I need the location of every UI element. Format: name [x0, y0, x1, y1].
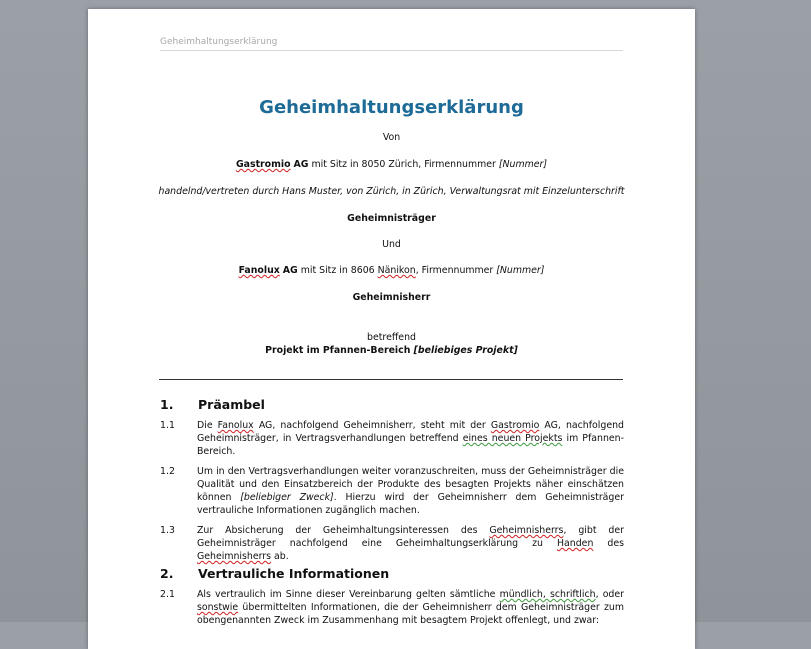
text-run: . Hierzu wird der Geheimnisherr dem Geheimnisträger vertrauliche Informationen zugänglich machen.	[197, 492, 624, 516]
role2-label: Geheimnisherr	[352, 292, 431, 303]
paragraph-text	[197, 588, 624, 627]
text-run: Fanolux	[217, 420, 254, 431]
text-run: des	[607, 538, 624, 549]
section-heading-2	[160, 566, 389, 581]
paragraph-2-1	[160, 588, 624, 627]
paragraph-number: 1.3	[160, 525, 175, 536]
role1-label: Geheimnisträger	[347, 213, 436, 224]
text-run: Geheimnisherrs	[197, 551, 272, 562]
und-label: Und	[382, 239, 401, 250]
document-title: Geheimhaltungserklärung	[259, 97, 524, 118]
project-name: Projekt im Pfannen-Bereich	[265, 345, 411, 356]
party2-number: [Nummer]	[496, 265, 545, 276]
text-run: [beliebiger Zweck]	[240, 492, 334, 503]
page-header: Geheimhaltungserklärung	[160, 37, 623, 51]
paragraph-text	[197, 465, 624, 517]
party1-number: [Nummer]	[498, 159, 548, 170]
paragraph-number: 1.1	[160, 420, 175, 431]
text-run: Geheimnisherrs	[489, 525, 564, 536]
text-run: , gibt der Geheimnisträger nachfolgend eine Geheimhaltungserklärung zu	[197, 525, 624, 549]
text-run: eines neuen Projekts	[462, 433, 563, 444]
paragraph-number: 2.1	[160, 589, 175, 600]
project-line	[148, 345, 635, 356]
document-page	[88, 9, 695, 649]
text-run: Zur Absicherung der Geheimhaltungsinteressen des	[197, 525, 478, 536]
text-run: ab.	[274, 551, 289, 562]
betreffend-label: betreffend	[367, 332, 416, 343]
section-number: 1.	[160, 397, 174, 412]
text-run: mündlich, schriftlich	[499, 589, 596, 600]
paragraph-1-1	[160, 419, 624, 458]
party2-details-a: mit Sitz in 8606	[300, 265, 375, 276]
represented-line: handelnd/vertreten durch Hans Muster, von Zürich, in Zürich, Verwaltungsrat mit Einzelunterschrift	[158, 186, 625, 197]
party2-line	[148, 265, 635, 276]
text-run: Gastromio	[490, 420, 540, 431]
party2-town: Nänikon	[377, 265, 416, 276]
text-run: Die	[197, 420, 213, 431]
text-run: sonstwie	[197, 602, 239, 613]
divider-line	[159, 379, 623, 380]
text-run: AG, nachfolgend Geheimnisträger, in Vertragsverhandlungen betreffend	[197, 420, 624, 444]
paragraph-1-3	[160, 524, 624, 563]
text-run: im Pfannen-Bereich.	[197, 433, 624, 457]
von-label: Von	[382, 132, 401, 143]
party2-details-b: , Firmennummer	[415, 265, 494, 276]
text-run: , oder	[595, 589, 625, 600]
section-title: Vertrauliche Informationen	[198, 566, 390, 581]
paragraph-text	[197, 419, 624, 458]
section-title: Präambel	[198, 397, 265, 412]
paragraph-1-2	[160, 465, 624, 517]
party1-line	[148, 159, 635, 170]
text-run: Handen	[556, 538, 594, 549]
text-run: übermittelten Informationen, die der Geheimnisherr dem Geheimnisträger zum obengenannten Zweck im Zusammenhang mit besagtem Projekt offenlegt, und zwar:	[197, 602, 624, 626]
party1-details: mit Sitz in 8050 Zürich, Firmennummer	[311, 159, 496, 170]
project-italic: [beliebiges Projekt]	[413, 345, 518, 356]
paragraph-number: 1.2	[160, 466, 175, 477]
text-run: Um in den Vertragsverhandlungen weiter voranzuschreiten, muss der Geheimnisträger die Qualität und den Einsatzbereich der Produkte des besagten Projekts näher einschätzen können	[197, 466, 624, 503]
party1-suffix: AG	[293, 159, 309, 170]
text-run: AG, nachfolgend Geheimnisherr, steht mit der	[258, 420, 486, 431]
section-heading-1	[160, 397, 265, 412]
party2-suffix: AG	[282, 265, 298, 276]
text-run: Als vertraulich im Sinne dieser Vereinbarung gelten sämtliche	[197, 589, 496, 600]
party1-name: Gastromio	[235, 159, 291, 170]
paragraph-text	[197, 524, 624, 563]
section-number: 2.	[160, 566, 174, 581]
party2-name: Fanolux	[238, 265, 280, 276]
